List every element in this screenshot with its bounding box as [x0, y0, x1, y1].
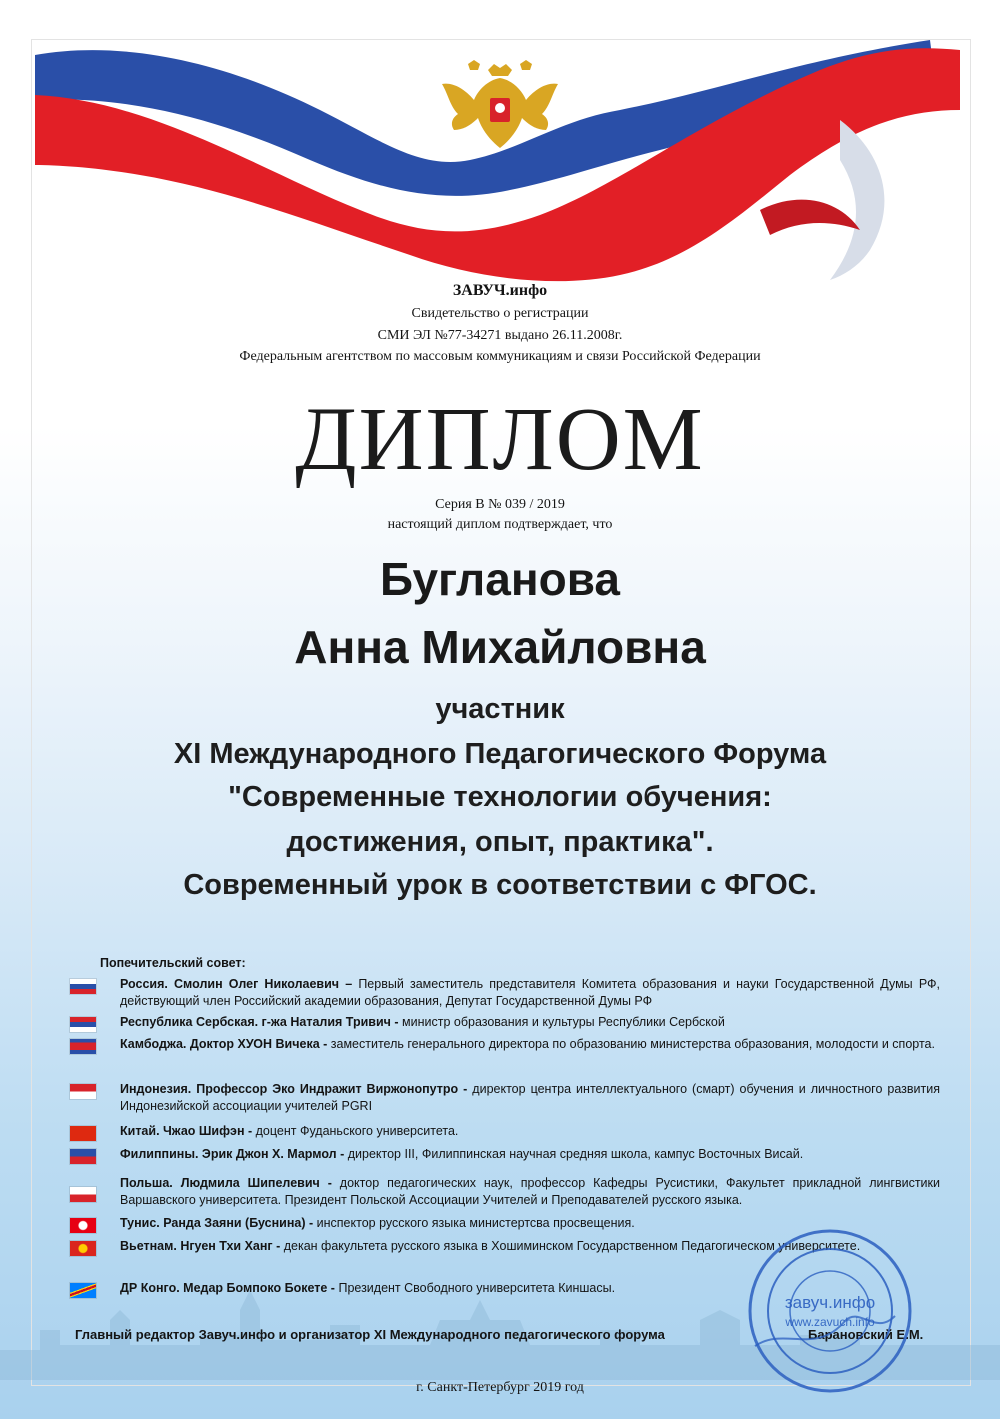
- ribbon-red-fold: [760, 200, 860, 235]
- recipient-given-name: Анна Михайловна: [294, 621, 706, 673]
- member-description: директор центра интеллектуального (смарт) обучения и личностного развития Индонезийской ассоциации учителей PGRI: [120, 1082, 940, 1113]
- member-name: Филиппины. Эрик Джон Х. Мармол -: [120, 1147, 345, 1161]
- member-description: инспектор русского языка министертсва просвещения.: [313, 1216, 635, 1230]
- council-member: [70, 1081, 940, 1115]
- member-description: министр образования и культуры Республики Сербской: [398, 1015, 725, 1029]
- coat-of-arms-icon: [438, 60, 562, 160]
- council-member: [70, 976, 940, 1010]
- signatory-name: Барановский Е.М.: [808, 1327, 924, 1342]
- member-description: доцент Фуданьского университета.: [252, 1124, 459, 1138]
- city-and-year: г. Санкт-Петербург 2019 год: [416, 1380, 584, 1395]
- stamp-url-text: www.zavuch.info: [785, 1315, 875, 1329]
- registration-number: СМИ ЭЛ №77-34271 выдано 26.11.2008г.: [377, 328, 623, 343]
- member-name: Китай. Чжао Шифэн -: [120, 1124, 253, 1138]
- council-member: [70, 1123, 940, 1140]
- ribbon-white-fold: [830, 120, 884, 280]
- member-name: Республика Сербская. г-жа Наталия Тривич -: [120, 1015, 399, 1029]
- cambodia-flag-icon: [70, 1039, 96, 1054]
- member-name: Индонезия. Профессор Эко Индражит Виржонопутро -: [120, 1082, 468, 1096]
- official-stamp: [735, 1226, 925, 1396]
- poland-flag-icon: [70, 1187, 96, 1202]
- series-number: Серия В № 039 / 2019: [435, 497, 565, 512]
- member-name: Тунис. Ранда Заяни (Буснина) -: [120, 1216, 314, 1230]
- forum-line-1: XI Международного Педагогического Форума: [173, 738, 827, 770]
- editor-caption: Главный редактор Завуч.инфо и организатор XI Международного педагогического форума: [75, 1327, 665, 1342]
- stamp-center-text: завуч.инфо: [784, 1293, 876, 1312]
- forum-line-4: Современный урок в соответствии с ФГОС.: [183, 869, 817, 901]
- member-name: Россия. Смолин Олег Николаевич –: [120, 977, 353, 991]
- drc-flag-icon: [70, 1283, 96, 1298]
- member-description: Первый заместитель представителя Комитета образования и науки Государственной Думы РФ, действующий член Российский академии образования, Депутат Государственной Думы РФ: [120, 977, 940, 1008]
- member-description: доктор педагогических наук, профессор Кафедры Русистики, Факультет прикладной лингвистики Варшавского университета. Президент Польской Ассоциации Учителей и Преподавателей русского языка.: [120, 1176, 940, 1207]
- member-description: заместитель генерального директора по образованию министерства образования, молодости и спорта.: [327, 1037, 935, 1051]
- council-member: [70, 1014, 940, 1031]
- member-description: Президент Свободного университета Киншасы.: [334, 1281, 616, 1295]
- forum-line-2: "Современные технологии обучения:: [228, 781, 772, 813]
- council-member: [70, 1175, 940, 1209]
- registration-line: Свидетельство о регистрации: [411, 306, 589, 321]
- philippines-flag-icon: [70, 1149, 96, 1164]
- member-description: декан факультета русского языка в Хошиминском Государственном Педагогическом университете.: [280, 1239, 861, 1253]
- member-name: Вьетнам. Нгуен Тхи Ханг -: [120, 1239, 281, 1253]
- council-member: [70, 1146, 940, 1163]
- site-name: ЗАВУЧ.инфо: [452, 282, 548, 299]
- member-name: ДР Конго. Медар Бомпоко Бокете -: [120, 1281, 335, 1295]
- council-title: Попечительский совет:: [100, 956, 246, 970]
- registration-authority: Федеральным агентством по массовым коммуникациям и связи Российской Федерации: [239, 349, 761, 364]
- russia-flag-icon: [70, 979, 96, 994]
- diploma-title: ДИПЛОМ: [295, 390, 705, 489]
- member-name: Камбоджа. Доктор ХУОН Вичека -: [120, 1037, 328, 1051]
- srpska-flag-icon: [70, 1017, 96, 1032]
- confirmation-text: настоящий диплом подтверждает, что: [387, 517, 613, 532]
- recipient-surname: Бугланова: [380, 553, 620, 605]
- china-flag-icon: [70, 1126, 96, 1141]
- member-description: директор III, Филиппинская научная средняя школа, кампус Восточных Висай.: [344, 1147, 804, 1161]
- member-name: Польша. Людмила Шипелевич -: [120, 1176, 332, 1190]
- vietnam-flag-icon: [70, 1241, 96, 1256]
- forum-line-3: достижения, опыт, практика".: [286, 826, 714, 858]
- council-member: [70, 1036, 940, 1053]
- tunisia-flag-icon: [70, 1218, 96, 1233]
- recipient-role: участник: [435, 693, 565, 725]
- indonesia-flag-icon: [70, 1084, 96, 1099]
